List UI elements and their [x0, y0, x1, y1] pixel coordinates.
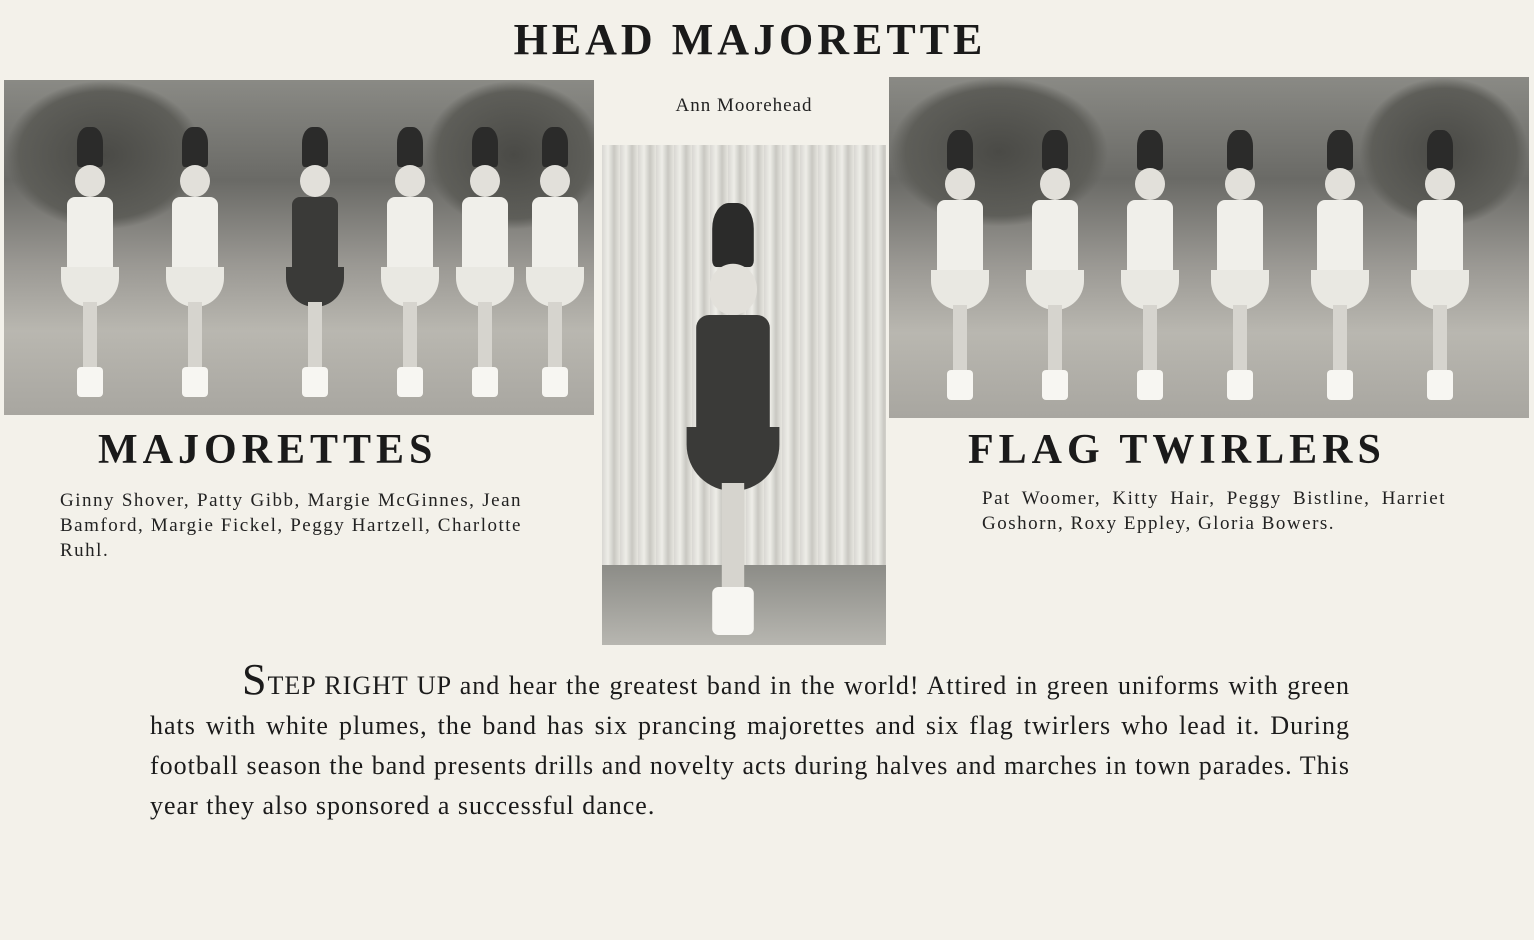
majorette-figure: [524, 127, 586, 397]
flag-twirler-figure: [1409, 130, 1471, 400]
majorette-figure: [59, 127, 121, 397]
flag-twirlers-photo: [889, 77, 1529, 418]
majorettes-names: Ginny Shover, Patty Gibb, Margie McGinnes, Jean Bamford, Margie Fickel, Peggy Hartzell, Charlotte Ruhl.: [60, 490, 522, 561]
flag-twirler-figure: [1209, 130, 1271, 400]
flag-twirler-figure: [1024, 130, 1086, 400]
flag-twirlers-names: Pat Woomer, Kitty Hair, Peggy Bistline, Harriet Goshorn, Roxy Eppley, Gloria Bowers.: [982, 488, 1446, 534]
majorettes-heading: MAJORETTES: [98, 427, 438, 473]
majorette-figure: [454, 127, 516, 397]
story-text: and hear the greatest band in the world! Attired in green uniforms with green hats with white plumes, the band has six prancing majorettes and six flag twirlers who lead it. During football season the band presents drills and novelty acts during halves and marches in town parades. This year they also sponsored a successful dance.: [150, 671, 1350, 820]
flag-twirler-figure: [929, 130, 991, 400]
flag-twirler-figure: [1309, 130, 1371, 400]
story-paragraph: [150, 655, 1350, 826]
head-majorette-figure: [683, 203, 782, 635]
head-majorette-photo: [602, 145, 886, 645]
flag-twirlers-heading: FLAG TWIRLERS: [968, 427, 1386, 473]
majorette-figure: [164, 127, 226, 397]
majorette-figure: [379, 127, 441, 397]
head-majorette-name: Ann Moorehead: [675, 95, 813, 116]
page-title: HEAD MAJORETTE: [513, 15, 987, 64]
drop-cap: S: [242, 655, 268, 704]
majorettes-photo: [4, 80, 594, 415]
story-lead: TEP RIGHT UP: [267, 671, 452, 700]
majorette-figure: [284, 127, 346, 397]
flag-twirler-figure: [1119, 130, 1181, 400]
